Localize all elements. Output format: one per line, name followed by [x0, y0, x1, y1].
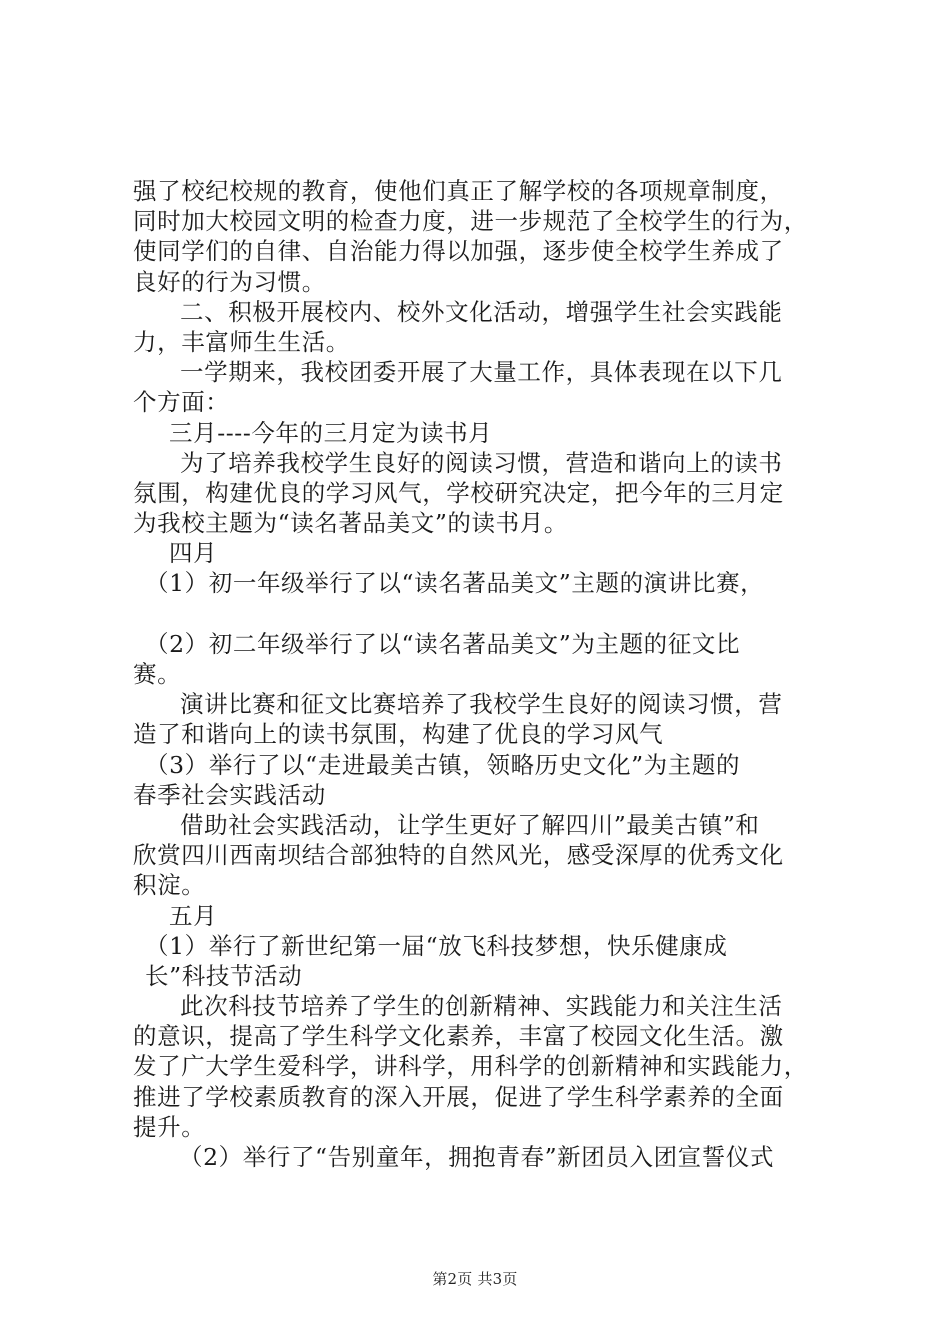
month-heading-april: 四月: [169, 539, 218, 568]
text-line: 春季社会实践活动: [133, 780, 326, 809]
list-item: （1）举行了新世纪第一届“放飞科技梦想，快乐健康成: [145, 931, 728, 960]
text-line: 力，丰富师生生活。: [133, 327, 350, 356]
blank-line: [133, 599, 838, 629]
document-body: [133, 176, 838, 1172]
text-line: 赛。: [133, 660, 182, 688]
text-line: 长”科技节活动: [145, 961, 303, 990]
month-heading-march: 三月----今年的三月定为读书月: [169, 418, 493, 447]
text-line: 个方面：: [133, 388, 230, 417]
text-line: 同时加大校园文明的检查力度，进一步规范了全校学生的行为，: [133, 207, 808, 236]
page-footer: [0, 1268, 950, 1289]
text-line: 提升。: [133, 1112, 206, 1141]
text-line: 积淀。: [133, 871, 206, 900]
text-line: 氛围，构建优良的学习风气，学校研究决定，把今年的三月定: [133, 478, 784, 507]
page-number: 第2页 共3页: [432, 1270, 518, 1288]
list-item: （1）初一年级举行了以“读名著品美文”主题的演讲比赛，: [145, 569, 765, 598]
text-line: 推进了学校素质教育的深入开展，促进了学生科学素养的全面: [133, 1082, 784, 1111]
text-line: 欣赏四川西南坝结合部独特的自然风光，感受深厚的优秀文化: [133, 841, 784, 870]
list-item: （3）举行了以“走进最美古镇，领略历史文化”为主题的: [145, 750, 741, 779]
text-line: 借助社会实践活动，让学生更好了解四川”最美古镇”和: [180, 810, 760, 839]
list-item: （2）举行了“告别童年，拥抱青春”新团员入团宣誓仪式: [179, 1143, 775, 1171]
text-line: 的意识，提高了学生科学文化素养，丰富了校园文化生活。激: [133, 1022, 784, 1051]
text-line: 演讲比赛和征文比赛培养了我校学生良好的阅读习惯，营: [180, 690, 783, 719]
list-item: （2）初二年级举行了以“读名著品美文”为主题的征文比: [145, 629, 741, 658]
text-line: 强了校纪校规的教育，使他们真正了解学校的各项规章制度，: [133, 177, 784, 205]
month-heading-may: 五月: [169, 901, 218, 930]
text-line: 此次科技节培养了学生的创新精神、实践能力和关注生活: [180, 992, 783, 1021]
text-line: 一学期来，我校团委开展了大量工作，具体表现在以下几: [180, 358, 783, 387]
text-line: 使同学们的自律、自治能力得以加强，逐步使全校学生养成了: [133, 237, 784, 266]
text-line: 造了和谐向上的读书氛围，构建了优良的学习风气: [133, 720, 664, 749]
text-line: 发了广大学生爱科学，讲科学，用科学的创新精神和实践能力，: [133, 1052, 808, 1081]
text-line: 为我校主题为“读名著品美文”的读书月。: [133, 509, 568, 538]
text-line: 为了培养我校学生良好的阅读习惯，营造和谐向上的读书: [180, 448, 783, 477]
section-heading: 二、积极开展校内、校外文化活动，增强学生社会实践能: [180, 297, 783, 326]
text-line: 良好的行为习惯。: [133, 267, 326, 296]
